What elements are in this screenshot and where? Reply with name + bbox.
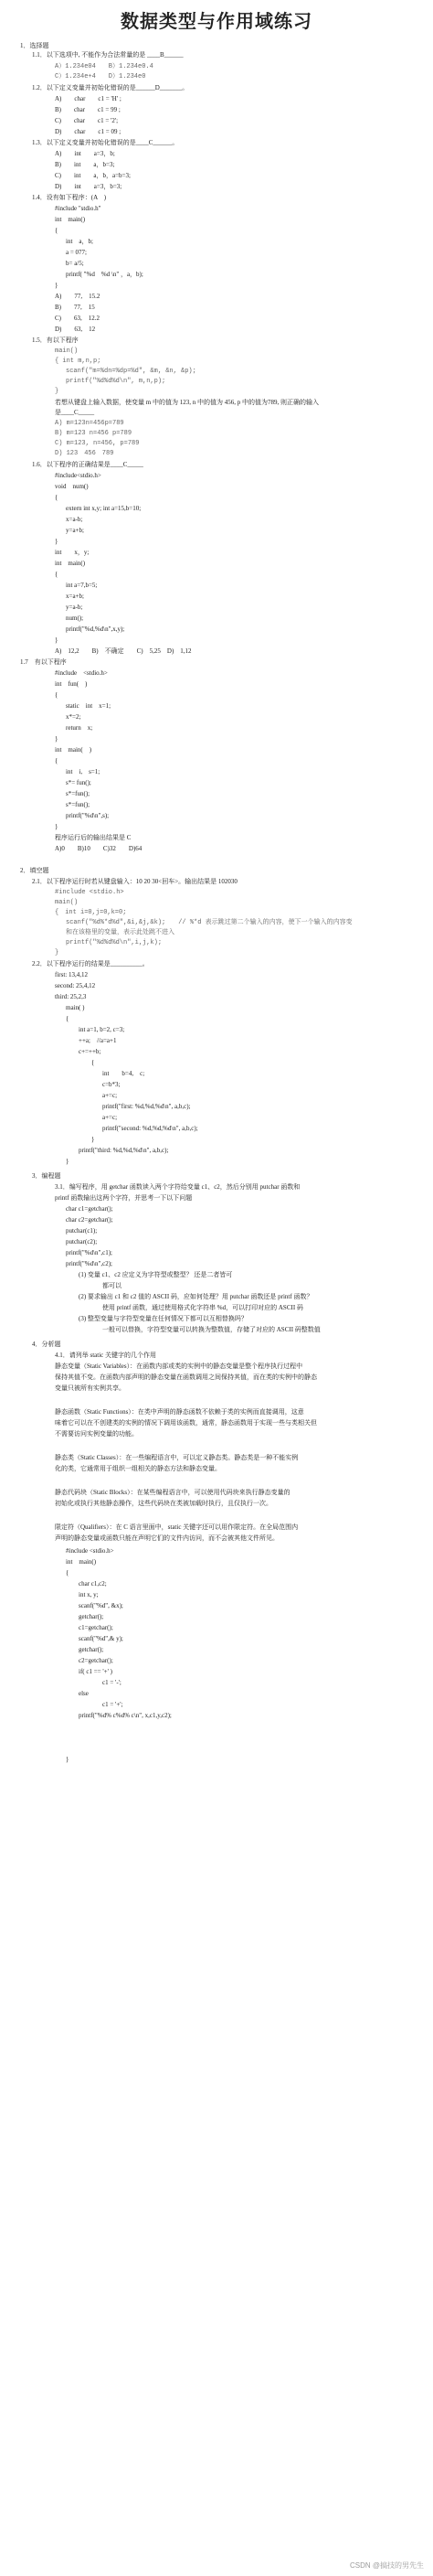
text-line: 声明的静态变量或函数只能在声明它们的文件内访问，而不会被其他文件所见。 [55, 1534, 279, 1542]
text-line: scanf("%d", &x); [79, 1602, 123, 1609]
text-line: { [55, 571, 58, 578]
text-line: printf("%d\n",s); [66, 812, 110, 819]
text-line: c1=getchar(); [79, 1624, 113, 1631]
text-line: A）1.234e04 B）1.234e0.4 [55, 63, 153, 70]
text-line: printf( "%d %d \n" ，a，b); [66, 271, 143, 278]
text-line: 静态变量（Static Variables）：在函数内部或类的实例中的静态变量是整个程序执行过程中 [55, 1363, 303, 1370]
text-line: int main( ) [55, 746, 92, 754]
text-line: third: 25,2,3 [55, 993, 87, 1000]
text-line: 4.1．请列举 static 关键字的几个作用 [55, 1352, 157, 1359]
text-line: 2.1．以下程序运行时若从键盘输入：10 20 30<回车>。输出结果是 102030 [32, 878, 238, 885]
text-line: } [55, 949, 59, 957]
text-line: ++a; //a=a+1 [79, 1037, 117, 1044]
text-line: } [55, 282, 58, 289]
text-line: int i, s=1; [66, 768, 100, 775]
text-line: 1.4．设有如下程序：(A ) [32, 194, 107, 201]
text-line: second: 25,4,12 [55, 982, 96, 989]
text-line: y=a-b; [66, 604, 83, 611]
text-line: 2.2．以下程序运行的结果是__________。 [32, 960, 149, 967]
text-line: b= a/5; [66, 260, 84, 267]
text-line: printf("%d,%d\n",x,y); [66, 625, 125, 633]
text-line: 变量只被所有实例共享。 [55, 1384, 125, 1392]
text-line: main() [55, 899, 79, 906]
text-line: c1 = '+'; [102, 1701, 123, 1708]
text-line: { [66, 1569, 69, 1577]
text-line: char c1,c2; [79, 1580, 107, 1587]
text-line: } [55, 735, 58, 743]
text-line: } [66, 1756, 69, 1763]
text-line: 1.2．以下定义变量并初始化错误的是______D_______。 [32, 84, 189, 91]
text-line: B) int a，b=3; [55, 161, 115, 168]
text-line: A) 77, 15.2 [55, 293, 100, 300]
text-line: 静态代码块（Static Blocks）：在某些编程语言中，可以使用代码块来执行静态变量的 [55, 1489, 290, 1496]
text-line: { [55, 757, 58, 764]
text-line: int x，y; [55, 549, 90, 556]
text-line: extern int x,y; int a=15,b=10; [66, 505, 142, 512]
text-line: (1) 变量 c1、c2 应定义为字符型或整型？ 还是二者皆可 [79, 1271, 233, 1278]
text-line: 是____C_____ [55, 409, 95, 416]
text-line: int x, y; [79, 1591, 99, 1598]
text-line: { [66, 1015, 69, 1022]
text-line: D) char c1 = 09 ; [55, 128, 121, 135]
text-line: 静态类（Static Classes）：在一些编程语言中，可以定义静态类。静态类是一种不能实例 [55, 1454, 299, 1461]
text-line: char c2=getchar(); [66, 1216, 113, 1224]
text-line: 和在该格里的变量，表示此处跳不进入 [66, 929, 174, 936]
text-line: a+=c; [102, 1114, 118, 1121]
text-line: 化的类，它通常用于组织一组相关的静态方法和静态变量。 [55, 1465, 221, 1472]
text-line: 限定符（Qualifiers）：在 C 语言里面中，static 关键字还可以用作限定符。在全局范围内 [55, 1523, 299, 1531]
text-line: 1．选择题 [20, 42, 49, 49]
text-line: 保持其值不变。在函数内部声明的静态变量在函数调用之间保持其值，而在类的实例中的静态 [55, 1374, 317, 1381]
text-line: printf 函数输出这两个字符，并思考一下以下问题 [55, 1194, 193, 1202]
text-line: int main() [66, 1558, 97, 1566]
text-line: s*= fun(); [66, 779, 91, 786]
text-line: #include<stdio.h> [55, 472, 101, 479]
text-line: c=b*3; [102, 1081, 121, 1088]
text-line: scanf("m=%dn=%dp=%d", &m, &n, &p); [66, 368, 196, 375]
text-line: y=a+b; [66, 527, 84, 534]
text-line: printf("third: %d,%d,%d\n", a,b,c); [79, 1147, 169, 1154]
text-line: A) m=123n=456p=789 [55, 420, 124, 427]
text-line: void num() [55, 483, 89, 490]
text-line: 3.1．编写程序，用 getchar 函数读入两个字符给变量 c1、c2，然后分别用 putchar 函数和 [55, 1183, 301, 1191]
text-line: scanf("%d%*d%d",&i,&j,&k); // %*d 表示跳过第二个输入的内容，使下一个输入的内容变 [66, 919, 353, 926]
text-line: getchar(); [79, 1613, 104, 1620]
text-line: printf("%d%d%d\n", m,n,p); [66, 378, 166, 385]
text-line: } [55, 538, 58, 545]
text-line: int a=1, b=2, c=3; [79, 1026, 125, 1033]
text-line: C) char c1 = '2'; [55, 117, 119, 124]
text-line: num(); [66, 615, 84, 622]
text-line: 静态函数（Static Functions）：在类中声明的静态函数不依赖于类的实例而直接调用，这意 [55, 1408, 304, 1416]
text-line: #include <stdio.h> [55, 669, 108, 677]
text-line: static int x=1; [66, 702, 111, 710]
text-line: A) 12,2 B) 不确定 C) 5,25 D) 1,12 [55, 647, 192, 655]
text-line: } [91, 1136, 95, 1143]
text-line: C) m=123, n=456, p=789 [55, 440, 140, 447]
text-line: 3．编程题 [32, 1172, 61, 1180]
text-line: { int m,n,p; [55, 358, 101, 365]
text-line: 程序运行后的输出结果是 C [55, 834, 132, 841]
text-line: printf("second: %d,%d,%d\n", a,b,c); [102, 1125, 198, 1132]
text-line: { [55, 691, 58, 699]
text-line: if( c1 == '+' ) [79, 1668, 112, 1675]
text-line: C) int a，b，a=b=3; [55, 172, 131, 179]
text-line: c+=++b; [79, 1048, 101, 1055]
text-line: getchar(); [79, 1646, 104, 1653]
text-line: 味着它可以在不创建类的实例的情况下调用该函数，通常，静态函数用于实现一些与类相关但 [55, 1419, 317, 1427]
text-line: 1.3．以下定义变量并初始化错误的是____C______。 [32, 139, 179, 146]
text-line: s*=fun(); [66, 790, 90, 797]
text-line: A) int a=3，b; [55, 150, 115, 157]
text-line: { [55, 494, 58, 501]
text-line: D) int a=3，b=3; [55, 183, 122, 190]
text-line: main( ) [66, 1004, 85, 1011]
text-line: #include "stdio.h" [55, 205, 101, 212]
text-line: printf("%d% c%d% c\n", x,c1,y,c2); [79, 1712, 172, 1719]
text-line: 不需要访问实例变量的功能。 [55, 1430, 138, 1438]
text-line: 4．分析题 [32, 1341, 61, 1348]
text-line: 1.5．有以下程序 [32, 337, 79, 344]
text-line: (3) 整型变量与字符型变量在任何情况下都可以互相替换吗？ [79, 1315, 248, 1322]
text-line: } [55, 388, 59, 395]
text-line: return x; [66, 724, 93, 732]
text-line: x*=2; [66, 713, 81, 721]
text-line: (2) 要求输出 c1 和 c2 值的 ASCII 码，应如何处理？用 putchar 函数还是 printf 函数？ [79, 1293, 313, 1300]
text-line: A)0 B)10 C)32 D)64 [55, 845, 143, 852]
text-line: } [66, 1158, 69, 1165]
text-line: 1.7 有以下程序 [20, 658, 67, 666]
text-line: printf("first: %d,%d,%d\n", a,b,c); [102, 1103, 191, 1110]
document-title: 数据类型与作用域练习 [121, 12, 312, 32]
text-line: 2．填空题 [20, 867, 49, 874]
text-line: c2=getchar(); [79, 1657, 113, 1664]
text-line: printf("%d%d%d\n",i,j,k); [66, 939, 163, 946]
text-line: 使用 printf 函数，通过使用格式化字符串 %d，可以打印对应的 ASCII 码 [102, 1304, 303, 1311]
text-line: putchar(c1); [66, 1227, 98, 1235]
text-line: int b=4, c; [102, 1070, 145, 1077]
text-line: int a=7,b=5; [66, 582, 98, 589]
text-line: int fun( ) [55, 680, 88, 688]
text-line: 都可以 [102, 1282, 121, 1289]
text-line: c1 = '-'; [102, 1679, 121, 1686]
text-line: C) 63, 12.2 [55, 315, 100, 322]
text-line: D) 63, 12 [55, 326, 96, 333]
text-line: 1.6．以下程序的正确结果是____C_____ [32, 461, 143, 468]
text-line: { int i=0,j=0,k=0; [55, 909, 127, 916]
text-line: printf("%d\n",c1); [66, 1249, 113, 1256]
text-line: 若想从键盘上输入数据，使变量 m 中的值为 123, n 中的值为 456, p 中的值为789, 则正确的输入 [55, 399, 319, 406]
text-line: B) char c1 = 99 ; [55, 106, 121, 113]
text-line: else [79, 1690, 89, 1697]
text-line: } [55, 823, 58, 830]
text-line: int main() [55, 216, 86, 223]
text-line: { [55, 227, 58, 234]
text-line: #include <stdio.h> [55, 889, 124, 896]
text-line: x=a-b; [66, 516, 83, 523]
text-line: int main() [55, 560, 86, 567]
text-line: } [55, 636, 58, 644]
text-line: s*=fun(); [66, 801, 90, 808]
text-line: scanf("%d",& y); [79, 1635, 123, 1642]
text-line: first: 13,4,12 [55, 971, 88, 978]
text-line: 1.1．以下选项中, 不能作为合法常量的是 ____B______ [32, 51, 184, 59]
text-line: putchar(c2); [66, 1238, 98, 1245]
text-line: C）1.234e+4 D）1.234e0 [55, 73, 146, 80]
text-line: a+=c; [102, 1092, 118, 1099]
text-line: char c1=getchar(); [66, 1205, 113, 1213]
text-line: #include <stdio.h> [66, 1547, 114, 1555]
text-line: B) 77, 15 [55, 304, 95, 311]
watermark: CSDN @搞技的男先生 [349, 2561, 424, 2570]
text-line: A) char c1 = 'H' ; [55, 95, 121, 102]
text-line: { [91, 1059, 95, 1066]
text-line: 初始化或执行其他静态操作，这些代码块在类被加载时执行，且仅执行一次。 [55, 1500, 272, 1507]
text-line: D) 123 456 789 [55, 450, 114, 457]
text-line: 一般可以替换，字符型变量可以转换为整数值，存储了对应的 ASCII 码整数值 [102, 1326, 321, 1333]
text-line: B) m=123 n=456 p=789 [55, 430, 132, 437]
text-line: main() [55, 347, 79, 355]
text-line: int a，b; [66, 238, 93, 245]
text-line: printf("%d\n",c2); [66, 1260, 113, 1267]
text-line: a = 077; [66, 249, 87, 256]
text-line: x=a+b; [66, 593, 84, 600]
